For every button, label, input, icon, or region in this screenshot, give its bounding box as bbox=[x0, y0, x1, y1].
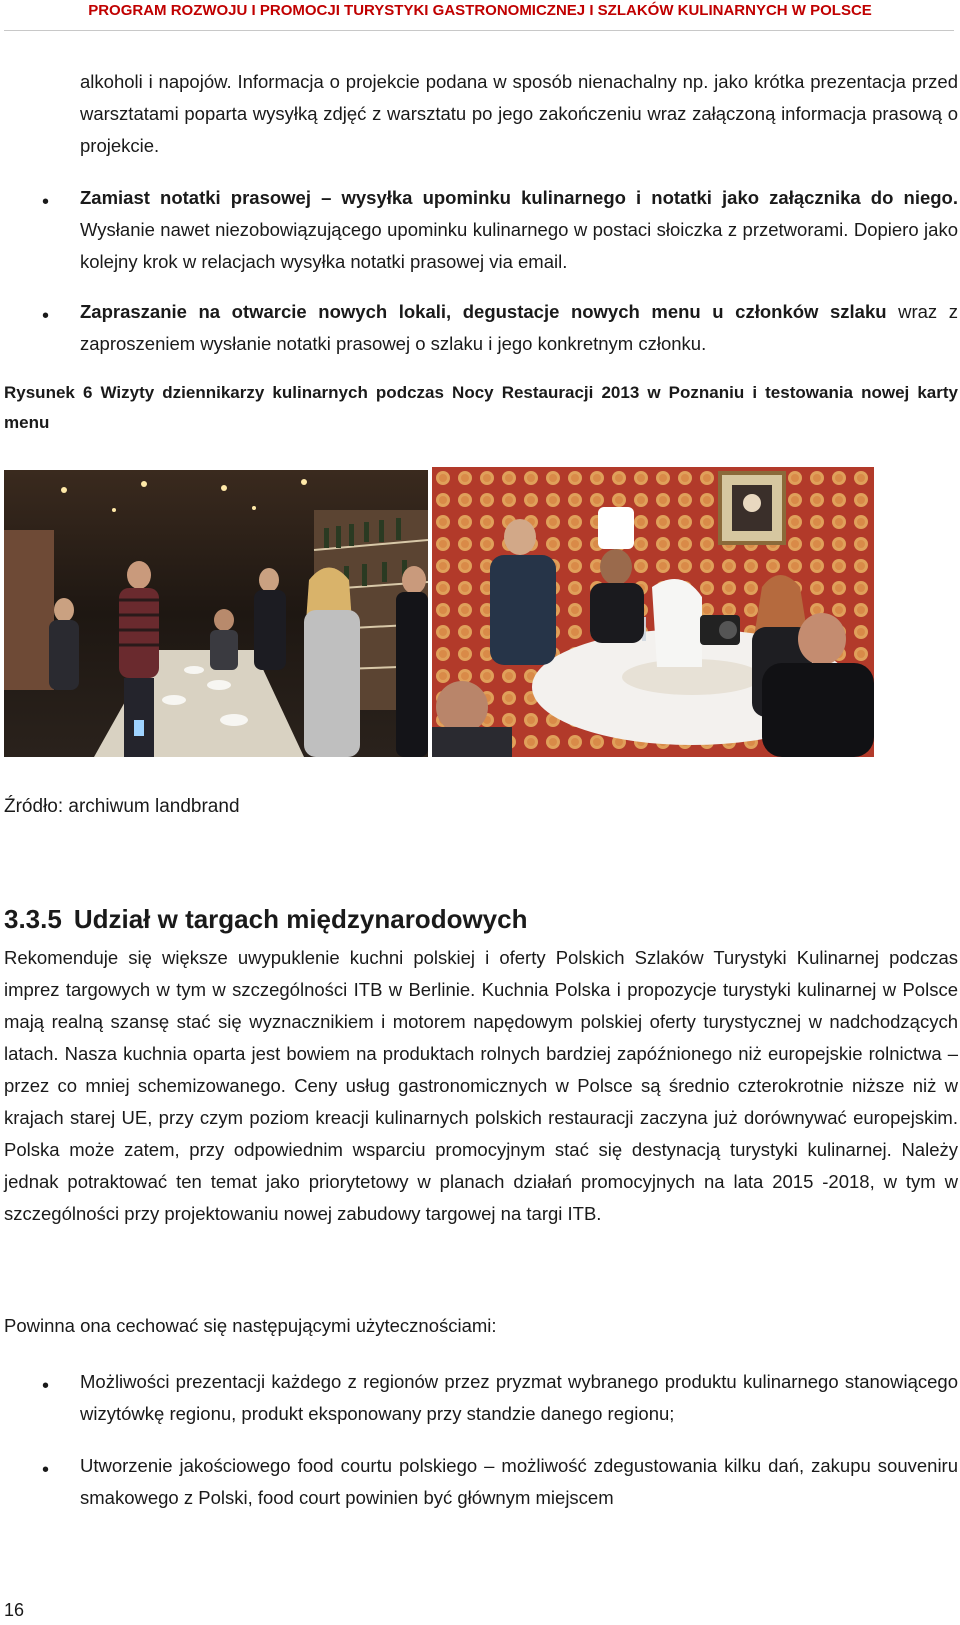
bullet-item-gift-text: Wysłanie nawet niezobowiązującego upominku kulinarnego w postaci słoiczka z przetworami. Dopiero jako kolejny krok w relacjach wysyłka notatki prasowej via email. bbox=[80, 219, 958, 272]
header-rule bbox=[4, 30, 954, 31]
intro-paragraph: alkoholi i napojów. Informacja o projekcie podana w sposób nienachalny np. jako krótka prezentacja przed warsztatami poparta wysyłką zdjęć z warsztatu po jego zakończeniu wraz załączoną informacja prasową o projekcie. bbox=[80, 71, 958, 156]
bullet-dot-icon: • bbox=[42, 1375, 50, 1397]
bullet-item-food-court: Utworzenie jakościowego food courtu polskiego – możliwość zdegustowania kilku dań, zakupu souveniru smakowego z Polski, food court powinien być głównym miejscem bbox=[80, 1455, 958, 1508]
bullet-dot-icon: • bbox=[42, 305, 50, 327]
figure-caption: Rysunek 6 Wizyty dziennikarzy kulinarnych podczas Nocy Restauracji 2013 w Poznaniu i testowania nowej karty menu bbox=[4, 383, 958, 432]
figure-source: Źródło: archiwum landbrand bbox=[4, 796, 240, 817]
section-number: 3.3.5 bbox=[4, 904, 62, 934]
bullet-item-openings-bold: Zapraszanie na otwarcie nowych lokali, degustacje nowych menu u członków szlaku bbox=[80, 301, 887, 322]
page-number: 16 bbox=[4, 1600, 25, 1620]
body-paragraph-1: Rekomenduje się większe uwypuklenie kuchni polskiej i oferty Polskich Szlaków Turystyki Kulinarnej podczas imprez targowych w tym w szczególności ITB w Berlinie. Kuchnia Polska i propozycje turystyki kulinarnej w Polsce mają realną szansę stać się wyznacznikiem i motorem napędowym polskiej oferty turystycznej w nadchodzących latach. Nasza kuchnia oparta jest bowiem na produktach rolnych bardziej zapóźnionego niż europejskie rolnictwa – przez co mniej schemizowanego. Ceny usług gastronomicznych w Polsce są średnio czterokrotnie niższe niż w krajach starej UE, przy czym poziom kreacji kulinarnych polskich restauracji zaczyna już dorównywać europejskim. Polska może zatem, przy odpowiednim wsparciu promocyjnym stać się destynacją turystyki kulinarnej. Należy jednak potraktować ten temat jako priorytetowy w planach działań promocyjnych na lata 2015 -2018, w tym w szczególności przy projektowaniu nowej zabudowy targowej na targi ITB. bbox=[4, 947, 958, 1224]
body-paragraph-2: Powinna ona cechować się następującymi użytecznościami: bbox=[4, 1315, 497, 1336]
bullet-item-gift-bold: Zamiast notatki prasowej – wysyłka upominku kulinarnego i notatki jako załącznika do niego. bbox=[80, 187, 958, 208]
bullet-item-regions: Możliwości prezentacji każdego z regionów przez pryzmat wybranego produktu kulinarnego stanowiącego wizytówkę regionu, produkt eksponowany przy standzie danego regionu; bbox=[80, 1371, 958, 1424]
photo-chef-table bbox=[432, 467, 874, 757]
bullet-item-gift bbox=[80, 182, 958, 278]
bullet-dot-icon: • bbox=[42, 191, 50, 213]
bullet-item-openings-text: wraz z zaproszeniem wysłanie notatki prasowej o szlaku i jego konkretnym członku. bbox=[80, 301, 958, 354]
section-heading bbox=[4, 902, 527, 936]
section-title: Udział w targach międzynarodowych bbox=[73, 904, 528, 934]
bullet-dot-icon: • bbox=[42, 1459, 50, 1481]
running-header: PROGRAM ROZWOJU I PROMOCJI TURYSTYKI GASTRONOMICZNEJ I SZLAKÓW KULINARNYCH W POLSCE bbox=[88, 2, 872, 19]
bullet-item-openings bbox=[80, 296, 958, 360]
photo-restaurant-interior bbox=[4, 470, 428, 757]
